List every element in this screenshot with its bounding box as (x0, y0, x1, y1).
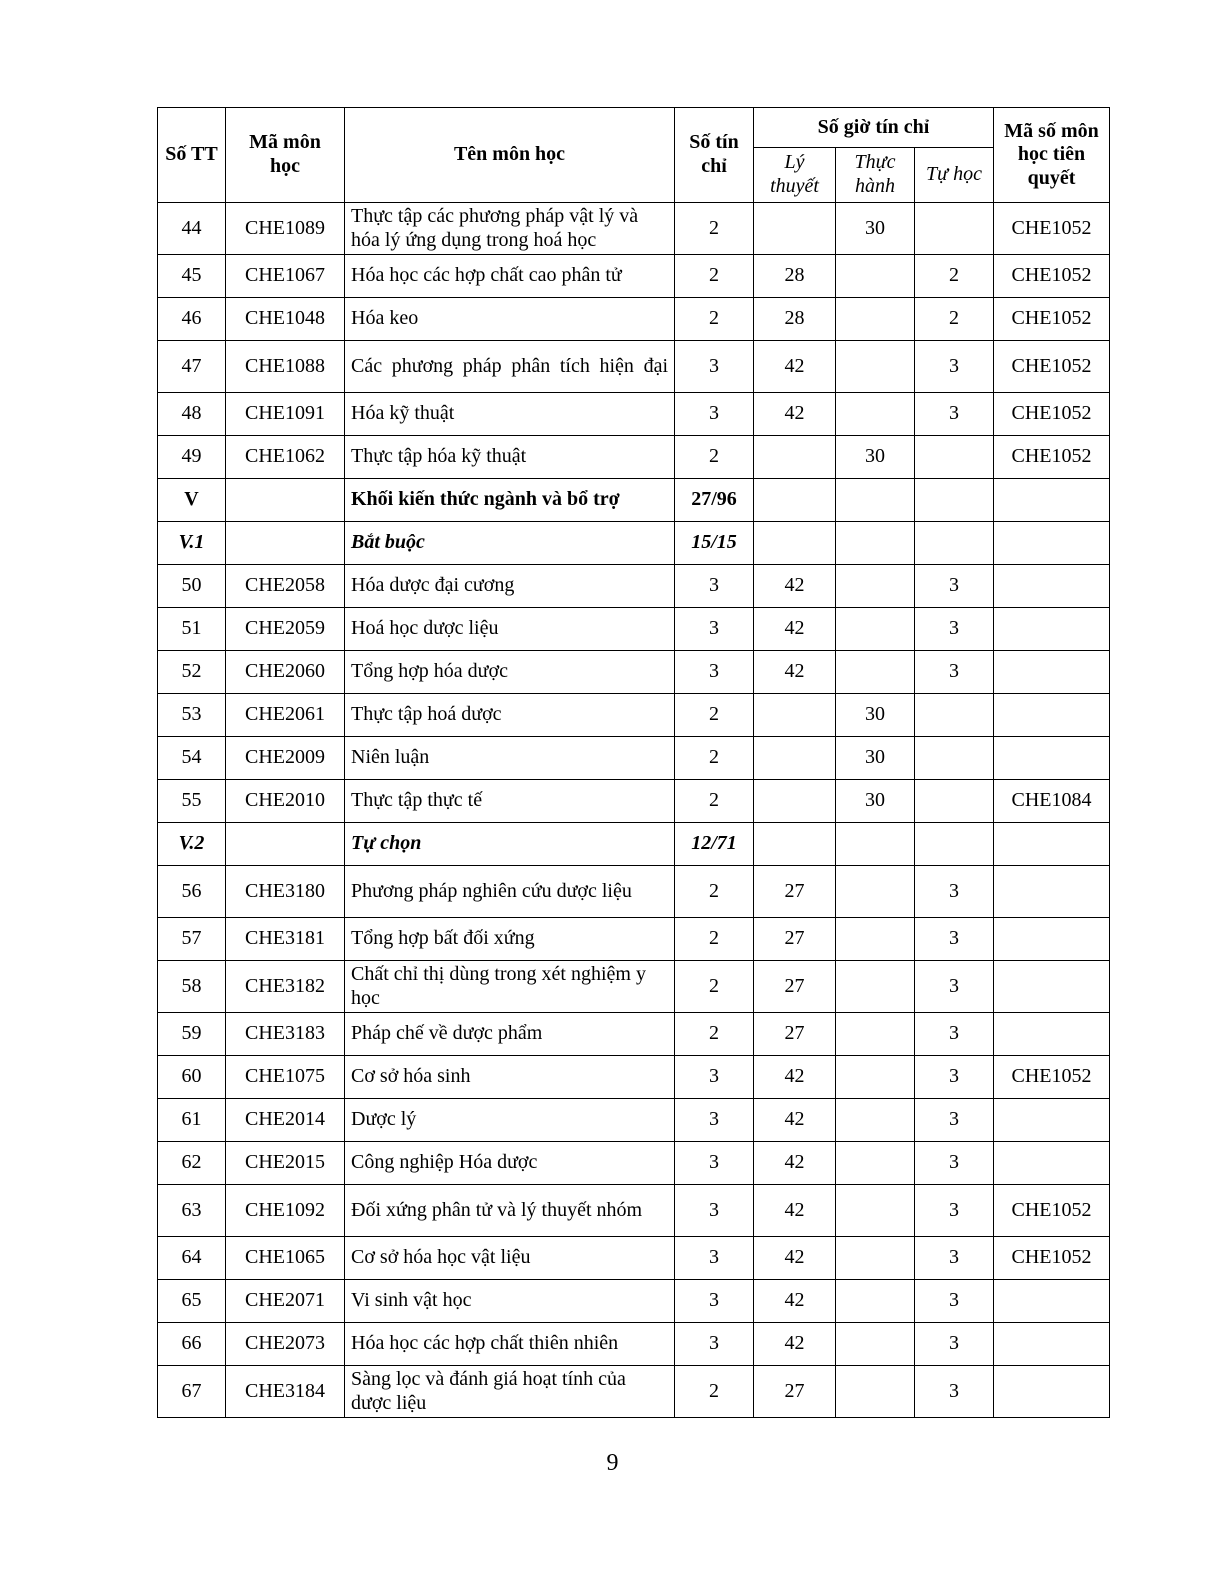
cell-self-study (915, 203, 994, 255)
table-row (158, 1056, 1110, 1099)
curriculum-table (157, 107, 1110, 1418)
cell-practice (836, 565, 915, 608)
cell-credits: 3 (675, 393, 754, 436)
cell-prerequisite (994, 479, 1110, 522)
table-row (158, 255, 1110, 298)
cell-self-study: 3 (915, 1366, 994, 1418)
cell-course-code: CHE1088 (226, 341, 345, 393)
cell-practice (836, 479, 915, 522)
cell-course-name: Niên luận (345, 737, 675, 780)
cell-prerequisite (994, 1142, 1110, 1185)
cell-prerequisite: CHE1052 (994, 393, 1110, 436)
cell-credits: 3 (675, 1237, 754, 1280)
cell-prerequisite (994, 823, 1110, 866)
header-stt: Số TT (158, 108, 226, 203)
header-self-study: Tự học (915, 148, 994, 203)
cell-course-name: Hóa học các hợp chất cao phân tử (345, 255, 675, 298)
cell-stt: V.2 (158, 823, 226, 866)
cell-credits: 3 (675, 1185, 754, 1237)
cell-self-study: 3 (915, 866, 994, 918)
cell-prerequisite (994, 866, 1110, 918)
cell-stt: 51 (158, 608, 226, 651)
cell-practice (836, 1013, 915, 1056)
cell-course-name: Đối xứng phân tử và lý thuyết nhóm (345, 1185, 675, 1237)
cell-practice (836, 651, 915, 694)
cell-theory: 42 (754, 1142, 836, 1185)
cell-prerequisite (994, 522, 1110, 565)
cell-course-name: Dược lý (345, 1099, 675, 1142)
cell-stt: 58 (158, 961, 226, 1013)
cell-theory (754, 780, 836, 823)
cell-theory: 27 (754, 1013, 836, 1056)
cell-prerequisite (994, 651, 1110, 694)
cell-theory (754, 479, 836, 522)
table-row (158, 1142, 1110, 1185)
cell-prerequisite: CHE1052 (994, 1237, 1110, 1280)
cell-stt: 54 (158, 737, 226, 780)
cell-course-name: Hóa học các hợp chất thiên nhiên (345, 1323, 675, 1366)
cell-stt: 61 (158, 1099, 226, 1142)
table-row (158, 298, 1110, 341)
cell-course-code: CHE1092 (226, 1185, 345, 1237)
cell-course-name: Pháp chế về dược phẩm (345, 1013, 675, 1056)
cell-credits: 3 (675, 565, 754, 608)
cell-practice (836, 522, 915, 565)
cell-course-code: CHE2059 (226, 608, 345, 651)
cell-theory: 42 (754, 1280, 836, 1323)
cell-practice (836, 1280, 915, 1323)
cell-course-code: CHE1065 (226, 1237, 345, 1280)
cell-practice (836, 1099, 915, 1142)
cell-stt: 47 (158, 341, 226, 393)
cell-practice (836, 1056, 915, 1099)
cell-prerequisite (994, 1013, 1110, 1056)
cell-prerequisite (994, 608, 1110, 651)
cell-course-name: Các phương pháp phân tích hiện đại (345, 341, 675, 393)
cell-prerequisite (994, 1366, 1110, 1418)
cell-self-study: 3 (915, 961, 994, 1013)
cell-credits: 2 (675, 298, 754, 341)
cell-stt: 67 (158, 1366, 226, 1418)
cell-stt: 66 (158, 1323, 226, 1366)
cell-prerequisite: CHE1052 (994, 298, 1110, 341)
cell-stt: 53 (158, 694, 226, 737)
cell-course-name: Thực tập các phương pháp vật lý và hóa lý ứng dụng trong hoá học (345, 203, 675, 255)
cell-course-code: CHE3181 (226, 918, 345, 961)
cell-stt: 52 (158, 651, 226, 694)
cell-practice (836, 918, 915, 961)
table-row (158, 1280, 1110, 1323)
cell-self-study: 3 (915, 1013, 994, 1056)
cell-course-name: Cơ sở hóa sinh (345, 1056, 675, 1099)
header-prerequisite: Mã số môn học tiên quyết (994, 108, 1110, 203)
cell-credits: 2 (675, 436, 754, 479)
cell-course-code: CHE2071 (226, 1280, 345, 1323)
table-row (158, 1013, 1110, 1056)
cell-course-name: Hoá học dược liệu (345, 608, 675, 651)
cell-stt: 44 (158, 203, 226, 255)
cell-self-study: 3 (915, 608, 994, 651)
cell-prerequisite (994, 565, 1110, 608)
cell-prerequisite (994, 1280, 1110, 1323)
header-practice: Thực hành (836, 148, 915, 203)
cell-theory (754, 203, 836, 255)
table-row (158, 608, 1110, 651)
cell-stt: 65 (158, 1280, 226, 1323)
table-row (158, 1099, 1110, 1142)
cell-prerequisite (994, 737, 1110, 780)
cell-theory: 42 (754, 1237, 836, 1280)
cell-course-code: CHE3180 (226, 866, 345, 918)
cell-self-study: 3 (915, 1142, 994, 1185)
cell-course-code: CHE1062 (226, 436, 345, 479)
cell-credits: 15/15 (675, 522, 754, 565)
cell-stt: 49 (158, 436, 226, 479)
cell-theory: 27 (754, 918, 836, 961)
cell-practice: 30 (836, 436, 915, 479)
cell-self-study: 3 (915, 1056, 994, 1099)
cell-practice (836, 1185, 915, 1237)
cell-course-name: Hóa kỹ thuật (345, 393, 675, 436)
cell-theory: 42 (754, 608, 836, 651)
cell-self-study: 3 (915, 1099, 994, 1142)
cell-practice (836, 1366, 915, 1418)
cell-course-code (226, 522, 345, 565)
cell-stt: V.1 (158, 522, 226, 565)
cell-prerequisite (994, 961, 1110, 1013)
cell-self-study (915, 522, 994, 565)
cell-stt: 64 (158, 1237, 226, 1280)
cell-credits: 2 (675, 918, 754, 961)
cell-course-code: CHE2061 (226, 694, 345, 737)
cell-course-name: Tổng hợp hóa dược (345, 651, 675, 694)
page-number: 9 (606, 1450, 619, 1476)
cell-self-study: 3 (915, 651, 994, 694)
cell-course-name: Thực tập thực tế (345, 780, 675, 823)
table-body (158, 203, 1110, 1418)
cell-course-name: Thực tập hóa kỹ thuật (345, 436, 675, 479)
cell-theory (754, 823, 836, 866)
table-row (158, 780, 1110, 823)
cell-practice (836, 298, 915, 341)
cell-course-name: Khối kiến thức ngành và bổ trợ (345, 479, 675, 522)
cell-stt: 46 (158, 298, 226, 341)
cell-self-study: 2 (915, 255, 994, 298)
cell-credits: 2 (675, 255, 754, 298)
cell-course-code: CHE2060 (226, 651, 345, 694)
cell-theory: 27 (754, 866, 836, 918)
table-row (158, 651, 1110, 694)
table-header-row (158, 108, 1110, 148)
cell-course-name: Thực tập hoá dược (345, 694, 675, 737)
section-row (158, 522, 1110, 565)
cell-credits: 3 (675, 1323, 754, 1366)
cell-credits: 2 (675, 780, 754, 823)
cell-course-name: Tự chọn (345, 823, 675, 866)
cell-stt: 45 (158, 255, 226, 298)
cell-credits: 2 (675, 737, 754, 780)
cell-course-code: CHE3183 (226, 1013, 345, 1056)
cell-self-study: 3 (915, 341, 994, 393)
cell-stt: 56 (158, 866, 226, 918)
cell-prerequisite (994, 694, 1110, 737)
cell-course-code: CHE2010 (226, 780, 345, 823)
cell-credits: 3 (675, 341, 754, 393)
cell-theory: 42 (754, 1056, 836, 1099)
cell-course-code: CHE3184 (226, 1366, 345, 1418)
cell-course-code: CHE2058 (226, 565, 345, 608)
cell-credits: 2 (675, 1366, 754, 1418)
cell-course-name: Công nghiệp Hóa dược (345, 1142, 675, 1185)
cell-prerequisite: CHE1052 (994, 1056, 1110, 1099)
cell-practice: 30 (836, 737, 915, 780)
cell-stt: 48 (158, 393, 226, 436)
cell-prerequisite: CHE1052 (994, 255, 1110, 298)
cell-theory: 42 (754, 651, 836, 694)
cell-self-study (915, 737, 994, 780)
cell-practice (836, 1237, 915, 1280)
cell-course-code: CHE1075 (226, 1056, 345, 1099)
cell-prerequisite (994, 1099, 1110, 1142)
cell-credits: 12/71 (675, 823, 754, 866)
cell-credits: 3 (675, 1280, 754, 1323)
cell-practice (836, 1142, 915, 1185)
cell-theory: 27 (754, 1366, 836, 1418)
header-theory: Lý thuyết (754, 148, 836, 203)
cell-self-study: 3 (915, 393, 994, 436)
table-row (158, 1185, 1110, 1237)
cell-credits: 3 (675, 1142, 754, 1185)
cell-course-code: CHE2014 (226, 1099, 345, 1142)
cell-course-name: Hóa keo (345, 298, 675, 341)
cell-course-code (226, 823, 345, 866)
cell-practice (836, 1323, 915, 1366)
cell-course-code: CHE1089 (226, 203, 345, 255)
cell-theory (754, 522, 836, 565)
cell-self-study (915, 780, 994, 823)
cell-theory: 27 (754, 961, 836, 1013)
cell-stt: 57 (158, 918, 226, 961)
cell-practice: 30 (836, 203, 915, 255)
cell-course-name: Sàng lọc và đánh giá hoạt tính của dược liệu (345, 1366, 675, 1418)
cell-practice (836, 608, 915, 651)
cell-theory: 42 (754, 1185, 836, 1237)
cell-self-study: 2 (915, 298, 994, 341)
cell-self-study (915, 823, 994, 866)
cell-credits: 2 (675, 203, 754, 255)
cell-course-code: CHE2015 (226, 1142, 345, 1185)
cell-course-name: Phương pháp nghiên cứu dược liệu (345, 866, 675, 918)
cell-credits: 27/96 (675, 479, 754, 522)
cell-course-code (226, 479, 345, 522)
cell-practice (836, 866, 915, 918)
cell-self-study: 3 (915, 1280, 994, 1323)
table-row (158, 203, 1110, 255)
cell-stt: 50 (158, 565, 226, 608)
cell-course-code: CHE2073 (226, 1323, 345, 1366)
cell-theory: 42 (754, 393, 836, 436)
cell-practice (836, 823, 915, 866)
cell-course-name: Cơ sở hóa học vật liệu (345, 1237, 675, 1280)
cell-theory: 28 (754, 255, 836, 298)
cell-course-code: CHE2009 (226, 737, 345, 780)
cell-practice: 30 (836, 780, 915, 823)
cell-practice (836, 341, 915, 393)
table-row (158, 694, 1110, 737)
cell-theory (754, 436, 836, 479)
cell-practice: 30 (836, 694, 915, 737)
cell-course-name: Chất chỉ thị dùng trong xét nghiệm y học (345, 961, 675, 1013)
cell-prerequisite: CHE1052 (994, 436, 1110, 479)
cell-practice (836, 961, 915, 1013)
table-row (158, 961, 1110, 1013)
cell-theory: 42 (754, 1323, 836, 1366)
table-row (158, 918, 1110, 961)
cell-stt: V (158, 479, 226, 522)
table-row (158, 866, 1110, 918)
cell-stt: 62 (158, 1142, 226, 1185)
cell-credits: 3 (675, 1099, 754, 1142)
cell-course-name: Tổng hợp bất đối xứng (345, 918, 675, 961)
cell-self-study: 3 (915, 565, 994, 608)
cell-self-study: 3 (915, 1185, 994, 1237)
cell-credits: 3 (675, 1056, 754, 1099)
cell-self-study: 3 (915, 1237, 994, 1280)
cell-course-name: Bắt buộc (345, 522, 675, 565)
section-row (158, 823, 1110, 866)
cell-prerequisite: CHE1084 (994, 780, 1110, 823)
cell-self-study (915, 694, 994, 737)
cell-course-code: CHE1067 (226, 255, 345, 298)
cell-prerequisite (994, 918, 1110, 961)
cell-theory (754, 737, 836, 780)
header-credits: Số tín chỉ (675, 108, 754, 203)
cell-practice (836, 393, 915, 436)
cell-credits: 3 (675, 651, 754, 694)
table-row (158, 341, 1110, 393)
cell-practice (836, 255, 915, 298)
cell-credits: 3 (675, 608, 754, 651)
cell-prerequisite (994, 1323, 1110, 1366)
table-row (158, 436, 1110, 479)
cell-self-study (915, 479, 994, 522)
cell-course-code: CHE1091 (226, 393, 345, 436)
cell-course-code: CHE3182 (226, 961, 345, 1013)
table-row (158, 393, 1110, 436)
cell-self-study: 3 (915, 1323, 994, 1366)
cell-prerequisite: CHE1052 (994, 203, 1110, 255)
cell-prerequisite: CHE1052 (994, 1185, 1110, 1237)
table-row (158, 1237, 1110, 1280)
cell-credits: 2 (675, 866, 754, 918)
cell-credits: 2 (675, 694, 754, 737)
cell-stt: 59 (158, 1013, 226, 1056)
cell-self-study (915, 436, 994, 479)
cell-credits: 2 (675, 1013, 754, 1056)
cell-prerequisite: CHE1052 (994, 341, 1110, 393)
cell-theory: 28 (754, 298, 836, 341)
cell-stt: 60 (158, 1056, 226, 1099)
cell-theory: 42 (754, 341, 836, 393)
table-row (158, 737, 1110, 780)
cell-theory: 42 (754, 1099, 836, 1142)
header-course-code: Mã môn học (226, 108, 345, 203)
header-course-name: Tên môn học (345, 108, 675, 203)
table-row (158, 565, 1110, 608)
cell-theory: 42 (754, 565, 836, 608)
cell-stt: 63 (158, 1185, 226, 1237)
cell-course-name: Vi sinh vật học (345, 1280, 675, 1323)
section-row (158, 479, 1110, 522)
cell-self-study: 3 (915, 918, 994, 961)
cell-credits: 2 (675, 961, 754, 1013)
cell-course-name: Hóa dược đại cương (345, 565, 675, 608)
cell-stt: 55 (158, 780, 226, 823)
header-credit-hours: Số giờ tín chỉ (754, 108, 994, 148)
table-row (158, 1366, 1110, 1418)
cell-theory (754, 694, 836, 737)
table-row (158, 1323, 1110, 1366)
cell-course-code: CHE1048 (226, 298, 345, 341)
